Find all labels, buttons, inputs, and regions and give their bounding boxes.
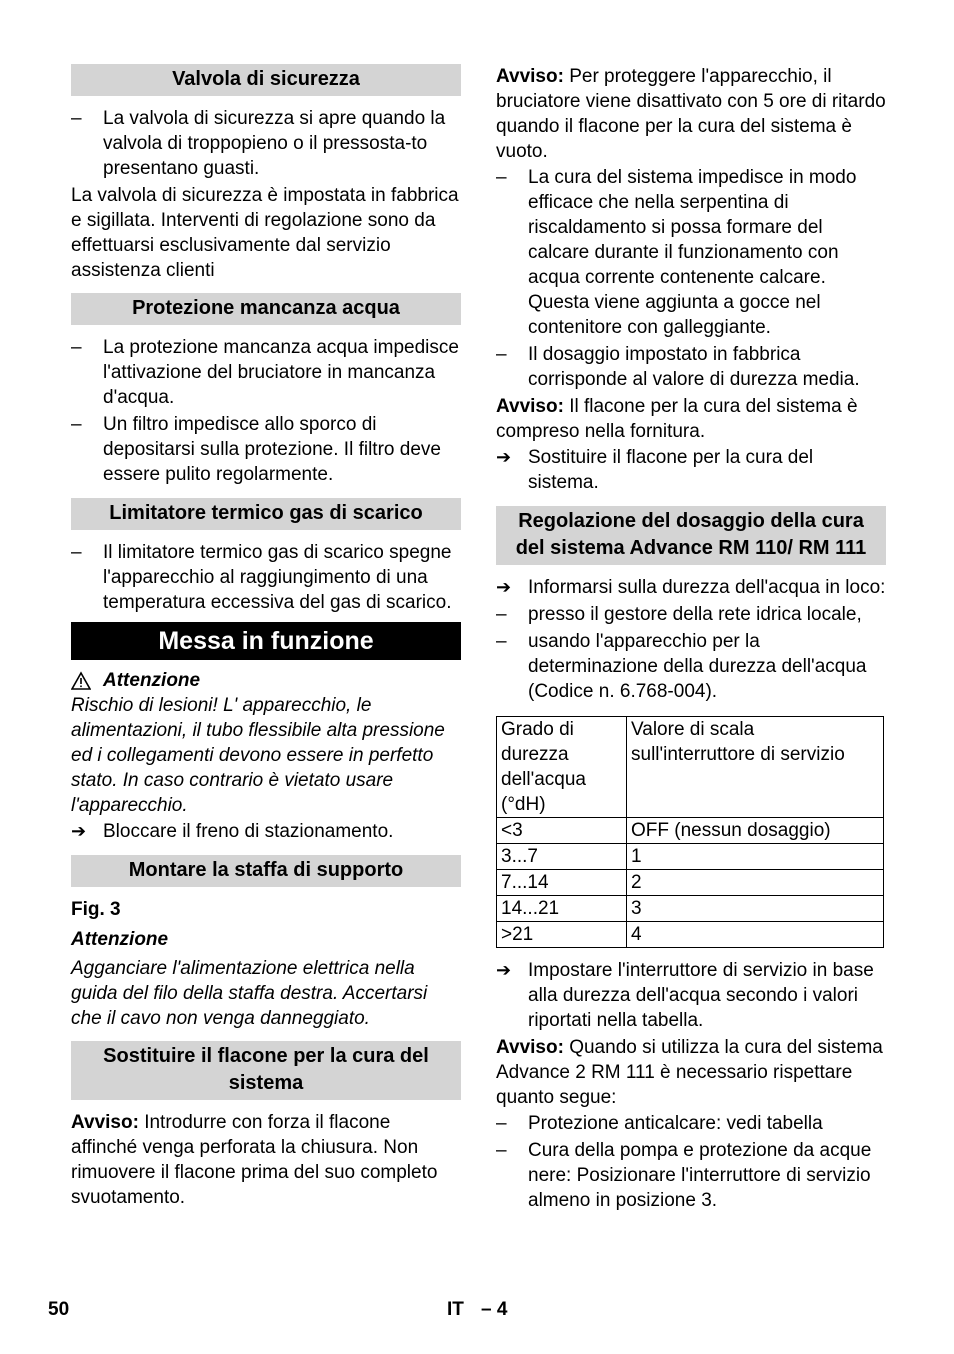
list-item: – Il dosaggio impostato in fabbrica corrisponde al valore di durezza media. — [496, 344, 860, 390]
attention-label: Attenzione — [71, 929, 169, 950]
table-row — [497, 896, 884, 922]
footer-language: IT — [447, 1299, 464, 1320]
note-paragraph: Avviso: Il flacone per la cura del sistema è compreso nella fornitura. — [496, 396, 858, 442]
table-cell: 7...14 — [497, 870, 627, 896]
list-item: – La valvola di sicurezza si apre quando la valvola di troppopieno o il pressosta-to presentano guasti. — [71, 108, 446, 179]
table-cell: 4 — [627, 922, 884, 948]
table-cell: 14...21 — [497, 896, 627, 922]
arrow-icon: ➔ — [71, 821, 87, 841]
list-item: – Protezione anticalcare: vedi tabella — [496, 1113, 823, 1134]
table-header-cell: Valore di scala sull'interruttore di servizio — [627, 717, 884, 818]
list-item: – Un filtro impedisce allo sporco di depositarsi sulla protezione. Il filtro deve essere pulito regolarmente. — [71, 414, 441, 485]
heading-limitatore: Limitatore termico gas di scarico — [71, 498, 461, 530]
note-paragraph: Avviso: Introdurre con forza il flacone affinché venga perforata la chiusura. Non rimuovere il flacone prima del suo completo svuotamento. — [71, 1112, 438, 1208]
table-cell: >21 — [497, 922, 627, 948]
dash-marker: – — [496, 1113, 507, 1134]
note-paragraph: Avviso: Quando si utilizza la cura del sistema Advance 2 RM 111 è necessario rispettare quanto segue: — [496, 1037, 883, 1108]
table-row — [497, 818, 884, 844]
arrow-icon: ➔ — [496, 960, 512, 980]
heading-regolazione-dosaggio: Regolazione del dosaggio della cura del sistema Advance RM 110/ RM 111 — [496, 506, 886, 565]
dash-marker: – — [496, 631, 507, 652]
dash-marker: – — [71, 337, 82, 358]
attention-text: Agganciare l'alimentazione elettrica nella guida del filo della staffa destra. Accertarsi che il cavo non venga danneggiato. — [71, 958, 428, 1029]
table-row — [497, 922, 884, 948]
right-column — [496, 64, 886, 1215]
list-item: – La protezione mancanza acqua impedisce l'attivazione del bruciatore in mancanza d'acqua. — [71, 337, 459, 408]
table-cell: OFF (nessun dosaggio) — [627, 818, 884, 844]
table-cell: 2 — [627, 870, 884, 896]
step-item: ➔ Bloccare il freno di stazionamento. — [71, 821, 394, 842]
dash-marker: – — [71, 414, 82, 435]
table-cell: <3 — [497, 818, 627, 844]
heading-valvola-sicurezza: Valvola di sicurezza — [71, 64, 461, 96]
dash-marker: – — [71, 108, 82, 129]
paragraph: La valvola di sicurezza è impostata in fabbrica e sigillata. Interventi di regolazione sono da effettuarsi esclusivamente dal servizio assistenza clienti — [71, 185, 459, 281]
page-number: 50 — [48, 1299, 70, 1320]
heading-sostituire-flacone: Sostituire il flacone per la cura del sistema — [71, 1041, 461, 1100]
dash-marker: – — [496, 167, 507, 188]
note-paragraph: Avviso: Per proteggere l'apparecchio, il bruciatore viene disattivato con 5 ore di ritardo quando il flacone per la cura del sistema è vuoto. — [496, 66, 886, 162]
heading-staffa: Montare la staffa di supporto — [71, 855, 461, 887]
figure-label: Fig. 3 — [71, 899, 121, 920]
heading-protezione-acqua: Protezione mancanza acqua — [71, 293, 461, 325]
dash-marker: – — [496, 344, 507, 365]
arrow-icon: ➔ — [496, 577, 512, 597]
left-column — [71, 64, 461, 1211]
table-cell: 3...7 — [497, 844, 627, 870]
list-item: – Il limitatore termico gas di scarico spegne l'apparecchio al raggiungimento di una temperatura eccessiva del gas di scarico. — [71, 542, 452, 613]
list-item: – La cura del sistema impedisce in modo efficace che nella serpentina di riscaldamento si possa formare del calcare durante il funzionamento con acqua corrente contenente calcare. Questa viene aggiunta a gocce nel contenitore con galleggiante. — [496, 167, 857, 338]
table-cell: 3 — [627, 896, 884, 922]
hardness-table — [496, 716, 884, 948]
step-item: ➔ Sostituire il flacone per la cura del sistema. — [496, 447, 814, 493]
table-header-cell: Grado di durezza dell'acqua (°dH) — [497, 717, 627, 818]
dash-marker: – — [496, 1140, 507, 1161]
warning-label: Attenzione — [103, 670, 201, 691]
dash-marker: – — [71, 542, 82, 563]
table-row — [497, 844, 884, 870]
warning-text: Rischio di lesioni! L' apparecchio, le alimentazioni, il tubo flessibile alta pressione ed i collegamenti devono essere in perfetto stato. In caso contrario è vietato usare l'apparecchio. — [71, 695, 445, 816]
step-item: ➔ Informarsi sulla durezza dell'acqua in loco: — [496, 577, 886, 598]
list-item: – Cura della pompa e protezione da acque nere: Posizionare l'interruttore di servizio almeno in posizione 3. — [496, 1140, 872, 1211]
warning-header — [71, 668, 461, 693]
table-cell: 1 — [627, 844, 884, 870]
main-heading: Messa in funzione — [71, 622, 461, 660]
warning-triangle-icon — [71, 671, 91, 691]
list-item: – presso il gestore della rete idrica locale, — [496, 604, 862, 625]
arrow-icon: ➔ — [496, 447, 512, 467]
table-header-row — [497, 717, 884, 818]
dash-marker: – — [496, 604, 507, 625]
list-item: – usando l'apparecchio per la determinazione della durezza dell'acqua (Codice n. 6.768-004). — [496, 631, 867, 702]
step-item: ➔ Impostare l'interruttore di servizio in base alla durezza dell'acqua secondo i valori riportati nella tabella. — [496, 960, 874, 1031]
table-row — [497, 870, 884, 896]
footer-subpage: – 4 — [481, 1299, 508, 1320]
